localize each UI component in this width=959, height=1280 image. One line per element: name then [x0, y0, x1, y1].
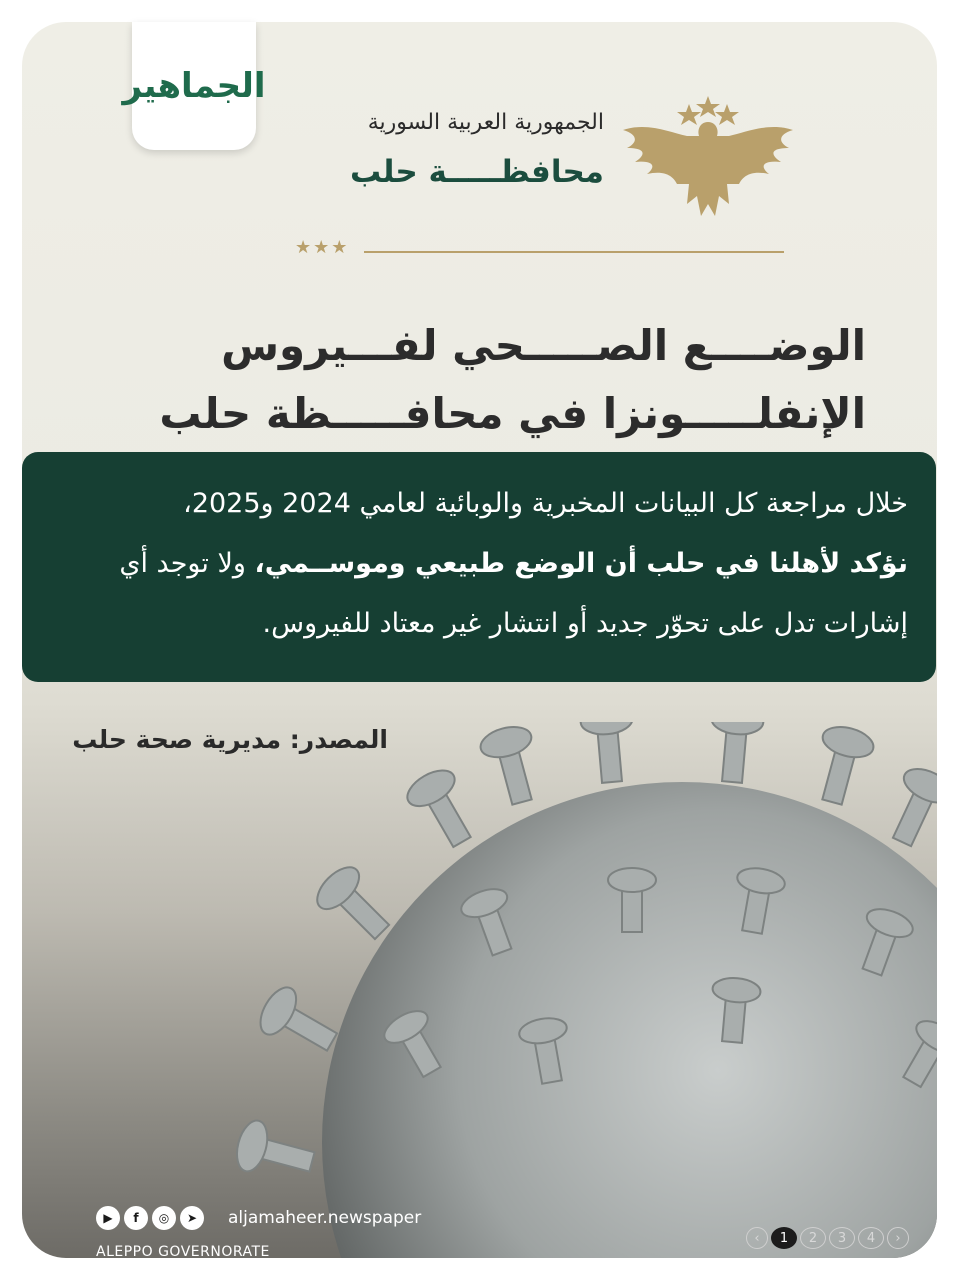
governorate-name: محافظـــــة حلب [349, 154, 604, 190]
country-name: الجمهورية العربية السورية [367, 110, 604, 135]
aljamaheer-logo[interactable] [122, 22, 266, 150]
info-line-2 [62, 534, 908, 594]
syrian-eagle-emblem [617, 92, 799, 224]
info-text [62, 474, 908, 654]
headline-line-1: الوضــــع الصـــــحي لفـــيروس [221, 321, 866, 370]
social-handle[interactable]: aljamaheer.newspaper [228, 1208, 422, 1228]
telegram-icon[interactable]: ➤ [180, 1206, 204, 1230]
prev-page-button[interactable]: ‹ [746, 1227, 768, 1249]
page-dot-4[interactable]: 4 [858, 1227, 884, 1249]
headline-line-2: الإنفلـــــونزا في محافـــــظة حلب [159, 389, 866, 438]
divider-line [364, 251, 784, 253]
divider-stars: ★★★ [295, 237, 350, 258]
instagram-icon[interactable]: ◎ [152, 1206, 176, 1230]
governorate-label: ALEPPO GOVERNORATE [96, 1244, 270, 1258]
page-dot-2[interactable]: 2 [800, 1227, 826, 1249]
source-credit: المصدر: مديرية صحة حلب [72, 725, 388, 754]
social-links [96, 1206, 204, 1230]
facebook-icon[interactable]: f [124, 1206, 148, 1230]
info-panel [22, 452, 936, 682]
carousel-pager [746, 1227, 909, 1249]
virus-illustration [212, 722, 937, 1258]
page-dot-3[interactable]: 3 [829, 1227, 855, 1249]
logo-wordmark: الجماهير [122, 66, 266, 106]
info-line-2-rest: ولا توجد أي [119, 548, 255, 579]
headline [142, 312, 866, 448]
info-line-2-bold: نؤكد لأهلنا في حلب أن الوضع طبيعي وموســمي، [254, 548, 908, 579]
info-line-1: خلال مراجعة كل البيانات المخبرية والوبائية لعامي 2024 و2025، [183, 488, 908, 519]
next-page-button[interactable]: › [887, 1227, 909, 1249]
info-line-3: إشارات تدل على تحوّر جديد أو انتشار غير معتاد للفيروس. [262, 608, 908, 639]
page-dot-1[interactable]: 1 [771, 1227, 797, 1249]
youtube-icon[interactable]: ▶ [96, 1206, 120, 1230]
